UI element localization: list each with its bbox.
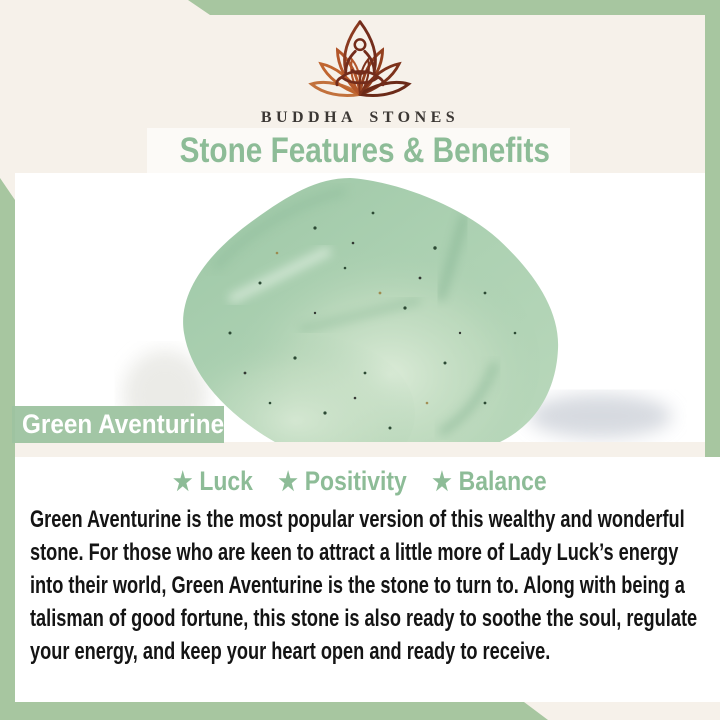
benefit-label: Luck (199, 466, 254, 496)
stone-label: Green Aventurine (22, 409, 225, 439)
stone-label-ribbon (12, 406, 224, 443)
content-panel (15, 457, 720, 702)
brand-name: BUDDHA STONES (260, 109, 460, 126)
benefit-label: Positivity (304, 466, 407, 496)
benefit-item-luck (173, 466, 253, 497)
benefit-item-positivity (279, 466, 407, 497)
banner-title: Stone Features & Benefits (179, 131, 550, 170)
frame-top-bar (188, 0, 720, 15)
star-icon: ★ (278, 468, 299, 496)
frame-bottom-bar (0, 702, 548, 720)
benefit-label: Balance (458, 466, 547, 496)
benefits-row (15, 466, 705, 497)
star-icon: ★ (432, 468, 453, 496)
title-banner (147, 128, 570, 173)
stone-card (15, 173, 705, 442)
lotus-meditation-icon (285, 16, 435, 102)
description-paragraph: Green Aventurine is the most popular version of this wealthy and wonderful stone. For those who are keen to attract a little more of Lady Luck’s energy into their world, Green Aventurine is the stone to turn to. Along with being a talisman of good fortune, this stone is also ready to soothe the soul, regulate your energy, and keep your heart open and ready to receive. (30, 506, 698, 665)
aventurine-stone-image (15, 173, 705, 442)
brand-logo-block (0, 16, 720, 127)
star-icon: ★ (173, 468, 193, 496)
benefit-item-balance (432, 466, 546, 497)
frame-left-strip (0, 178, 15, 720)
